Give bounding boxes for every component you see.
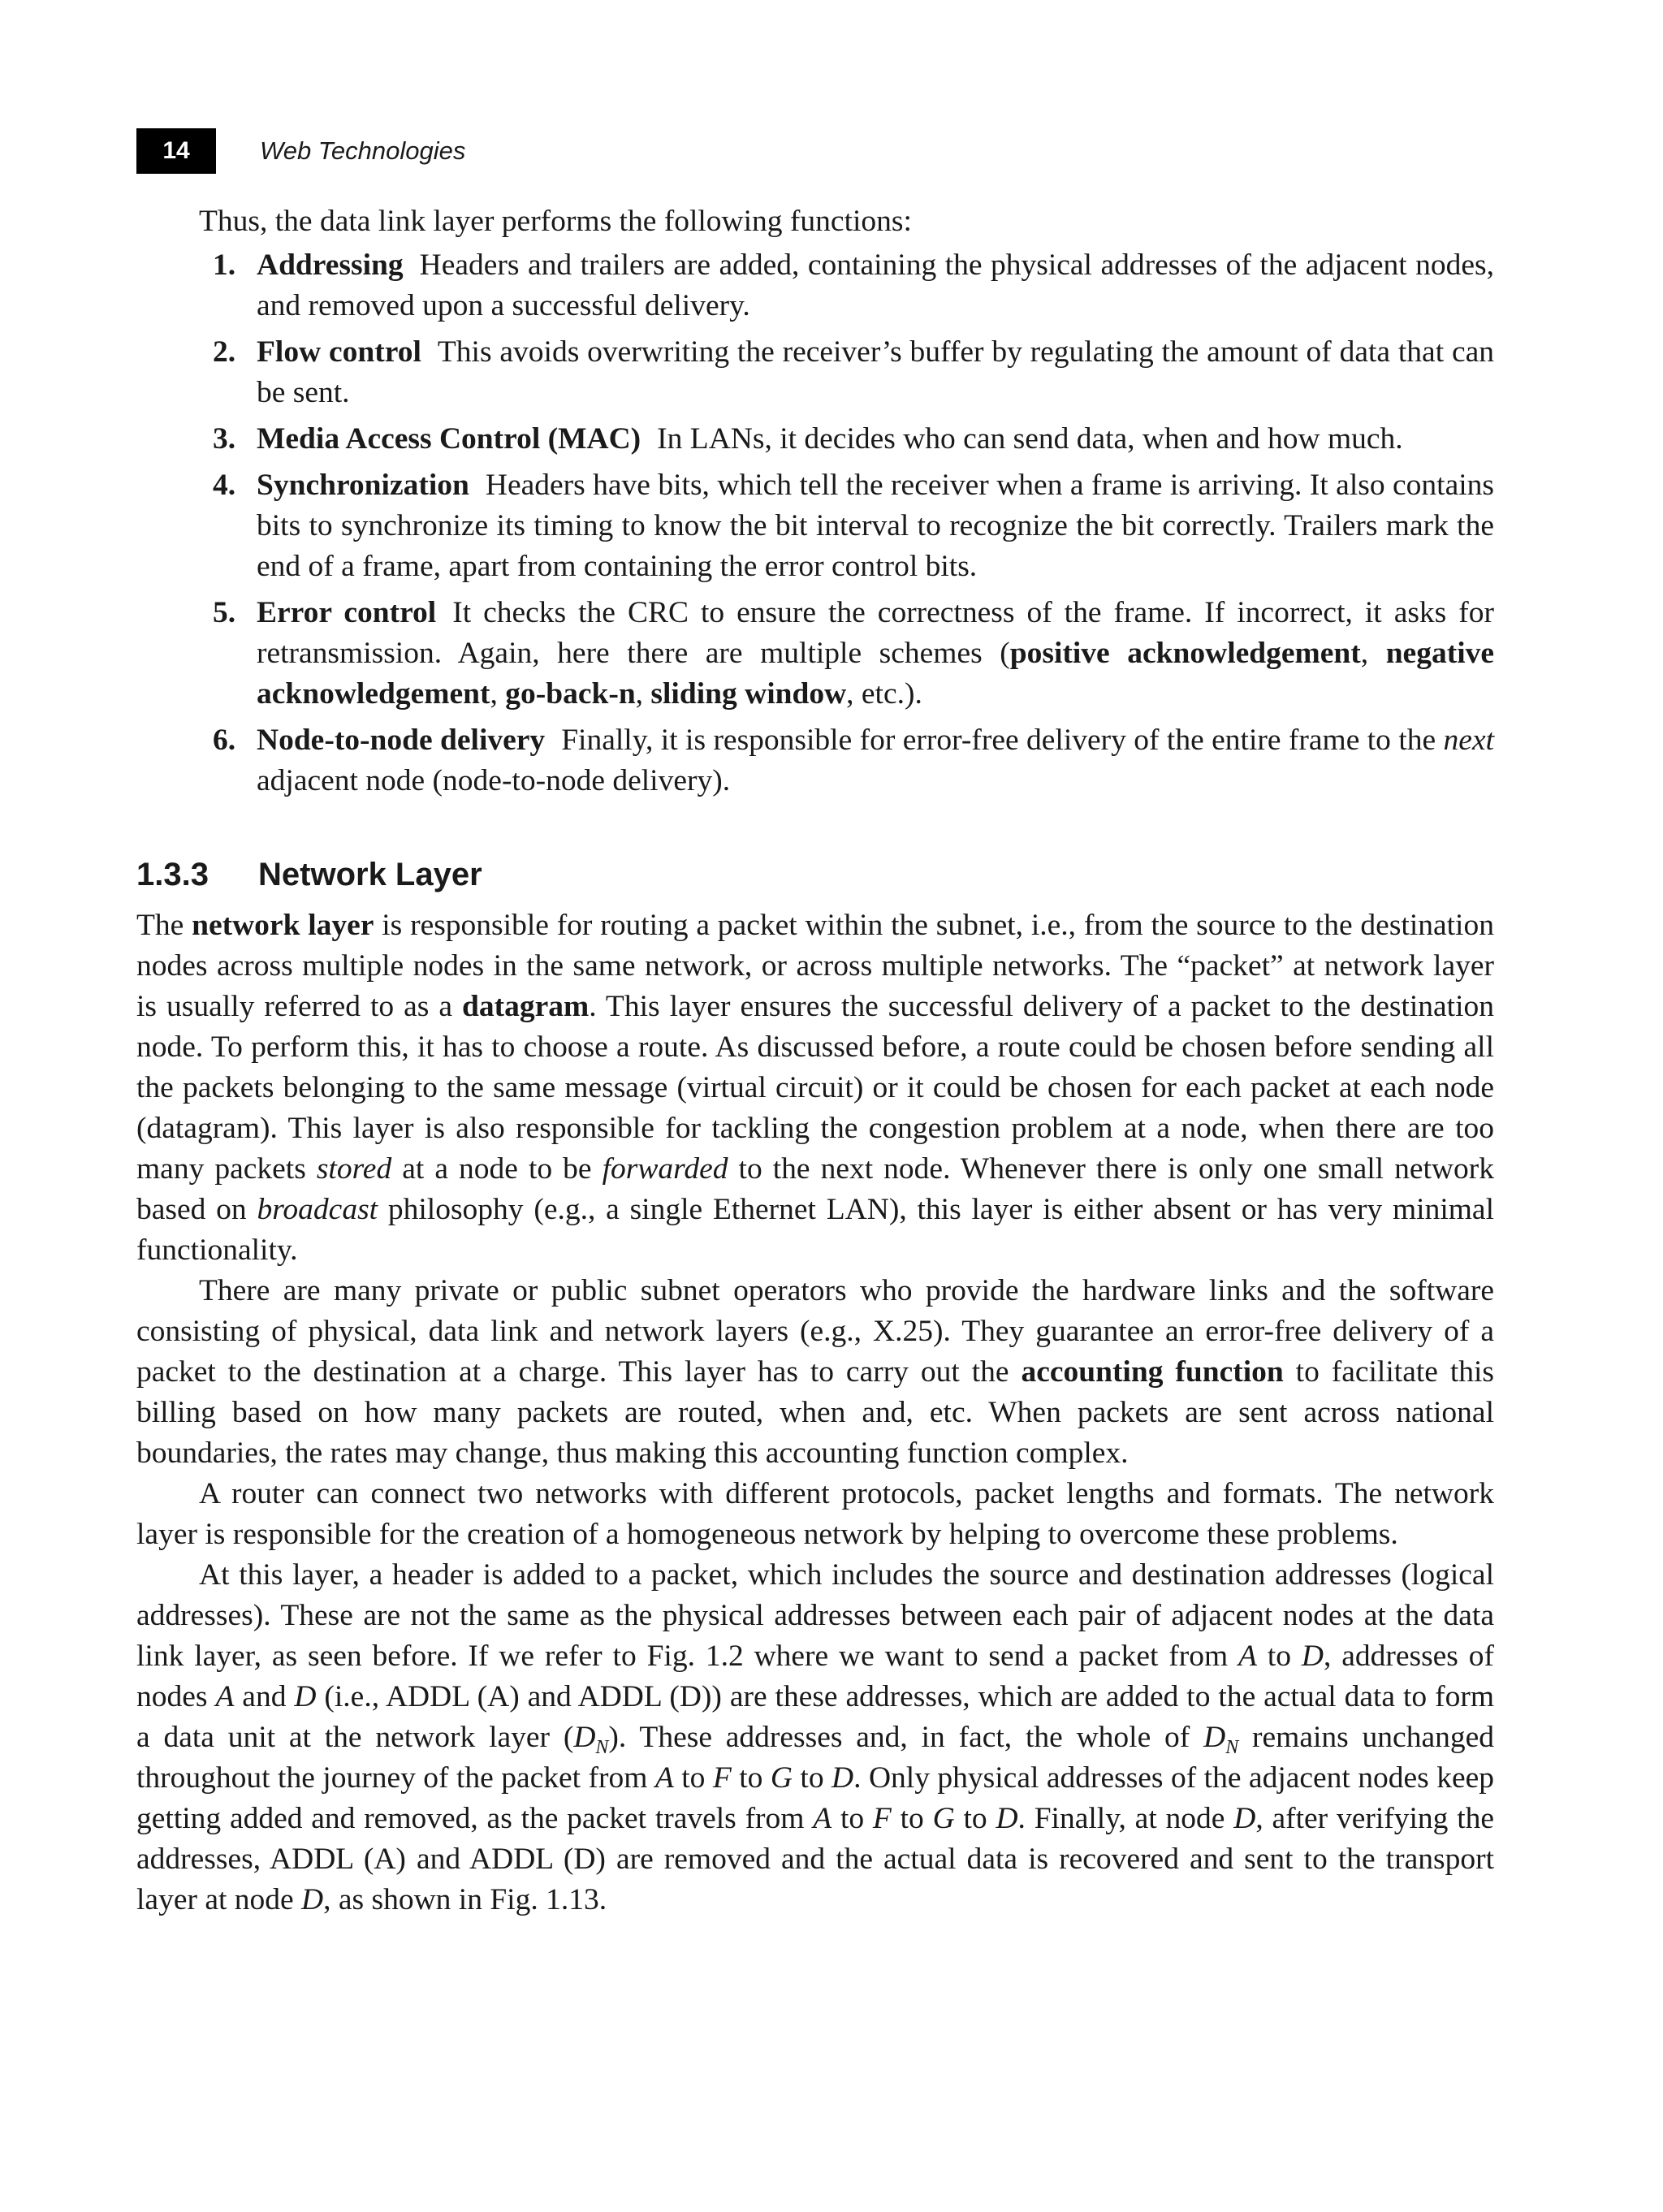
- item-term: Synchronization: [257, 469, 469, 502]
- scheme-term: positive acknowledgement: [1009, 637, 1361, 670]
- item-term: Node-to-node delivery: [257, 724, 546, 757]
- list-item: [136, 419, 1494, 460]
- key-term: accounting function: [1021, 1355, 1284, 1389]
- item-text: In LANs, it decides who can send data, when and how much.: [657, 422, 1403, 456]
- item-term: Flow control: [257, 335, 421, 369]
- emphasis: stored: [316, 1152, 392, 1186]
- item-text: Headers and trailers are added, containing the physical addresses of the adjacent nodes, and removed upon a successful delivery.: [257, 248, 1494, 322]
- item-number: 1.: [213, 248, 236, 282]
- section-number: 1.3.3: [136, 857, 209, 892]
- paragraph-3: A router can connect two networks with different protocols, packet lengths and formats. The network layer is responsible for the creation of a homogeneous network by helping to overcome these problems.: [136, 1477, 1494, 1551]
- intro-text: Thus, the data link layer performs the following functions:: [199, 205, 912, 238]
- emphasis: next: [1443, 724, 1495, 757]
- scheme-term: sliding window: [650, 677, 847, 711]
- scheme-term: negative acknowledgement: [257, 637, 1495, 711]
- list-item: 6. Node-to-node delivery Finally, it is responsible for error-free delivery of the entire frame to the next adjacent node (node-to-node delivery).: [136, 720, 1494, 801]
- math-dn: D: [573, 1721, 596, 1754]
- functions-list: [136, 245, 1494, 801]
- item-text: It checks the CRC to ensure the correctness of the frame. If incorrect, it asks for retransmission. Again, here there are multiple schemes (: [257, 596, 1494, 670]
- emphasis: forwarded: [602, 1152, 728, 1186]
- item-term: Media Access Control (MAC): [257, 422, 641, 456]
- page-number: 14: [136, 128, 216, 174]
- item-text: Headers have bits, which tell the receiver when a frame is arriving. It also contains bits to synchronize its timing to know the bit interval to recognize the bit correctly. Trailers mark the end of a frame, apart from containing the error control bits.: [257, 469, 1494, 583]
- item-term: Error control: [257, 596, 437, 629]
- item-number: 5.: [213, 596, 236, 629]
- emphasis: broadcast: [257, 1193, 378, 1226]
- key-term: network layer: [192, 909, 374, 942]
- page-header: [136, 128, 465, 174]
- paragraph-1: The network layer is responsible for routing a packet within the subnet, i.e., from the source to the destination nodes across multiple nodes in the same network, or across multiple networks. The “packet” at network layer is usually referred to as a datagram. This layer ensures the successful delivery of a packet to the destination node. To perform this, it has to choose a route. As discussed before, a route could be chosen before sending all the packets belonging to the same message (virtual circuit) or it could be chosen for each packet at each node (datagram). This layer is also responsible for tackling the congestion problem at a node, when there are too many packets stored at a node to be forwarded to the next node. Whenever there is only one small network based on broadcast philosophy (e.g., a single Ethernet LAN), this layer is either absent or has very minimal functionality.: [136, 909, 1495, 1267]
- paragraph-4: At this layer, a header is added to a packet, which includes the source and destination addresses (logical addresses). These are not the same as the physical addresses between each pair of adjacent nodes at the data link layer, as seen before. If we refer to Fig. 1.2 where we want to send a packet from A to D, addresses of nodes A and D (i.e., ADDL (A) and ADDL (D)) are these addresses, which are added to the actual data to form a data unit at the network layer $(D_N)$. These addresses and, in fact, the whole of $D_N$ remains unchanged throughout the journey of the packet from A to F to G to D. Only physical addresses of the adjacent nodes keep getting added and removed, as the packet travels from A to F to G to D. Finally, at node D, after verifying the addresses, ADDL (A) and ADDL (D) are removed and the actual data is recovered and sent to the transport layer at node D, as shown in Fig. 1.13.: [136, 1558, 1495, 1916]
- list-item: 5. Error control It checks the CRC to ensure the correctness of the frame. If incorrect, it asks for retransmission. Again, here there are multiple schemes (positive acknowledgement, negative acknowledgement, go-back-n, sliding window, etc.).: [136, 593, 1494, 715]
- section-heading: [136, 853, 1494, 896]
- list-item: [136, 332, 1494, 413]
- list-item: [136, 245, 1494, 326]
- item-number: 6.: [213, 724, 236, 757]
- math-dn: D: [1203, 1721, 1226, 1754]
- item-text: Finally, it is responsible for error-free delivery of the entire frame to the: [561, 724, 1444, 757]
- item-number: 4.: [213, 469, 236, 502]
- item-number: 2.: [213, 335, 236, 369]
- key-term: datagram: [462, 990, 590, 1023]
- running-head: Web Technologies: [260, 136, 466, 165]
- paragraph-2: There are many private or public subnet operators who provide the hardware links and the software consisting of physical, data link and network layers (e.g., X.25). They guarantee an error-free delivery of a packet to the destination at a charge. This layer has to carry out the accounting function to facilitate this billing based on how many packets are routed, when and, etc. When packets are sent across national boundaries, the rates may change, thus making this accounting function complex.: [136, 1274, 1495, 1470]
- page-body: [136, 200, 1494, 1920]
- item-text: This avoids overwriting the receiver’s buffer by regulating the amount of data that can be sent.: [257, 335, 1494, 409]
- scheme-term: go-back-n: [505, 677, 636, 711]
- list-item: [136, 465, 1494, 587]
- item-term: Addressing: [257, 248, 404, 282]
- section-title: Network Layer: [258, 857, 482, 892]
- item-number: 3.: [213, 422, 236, 456]
